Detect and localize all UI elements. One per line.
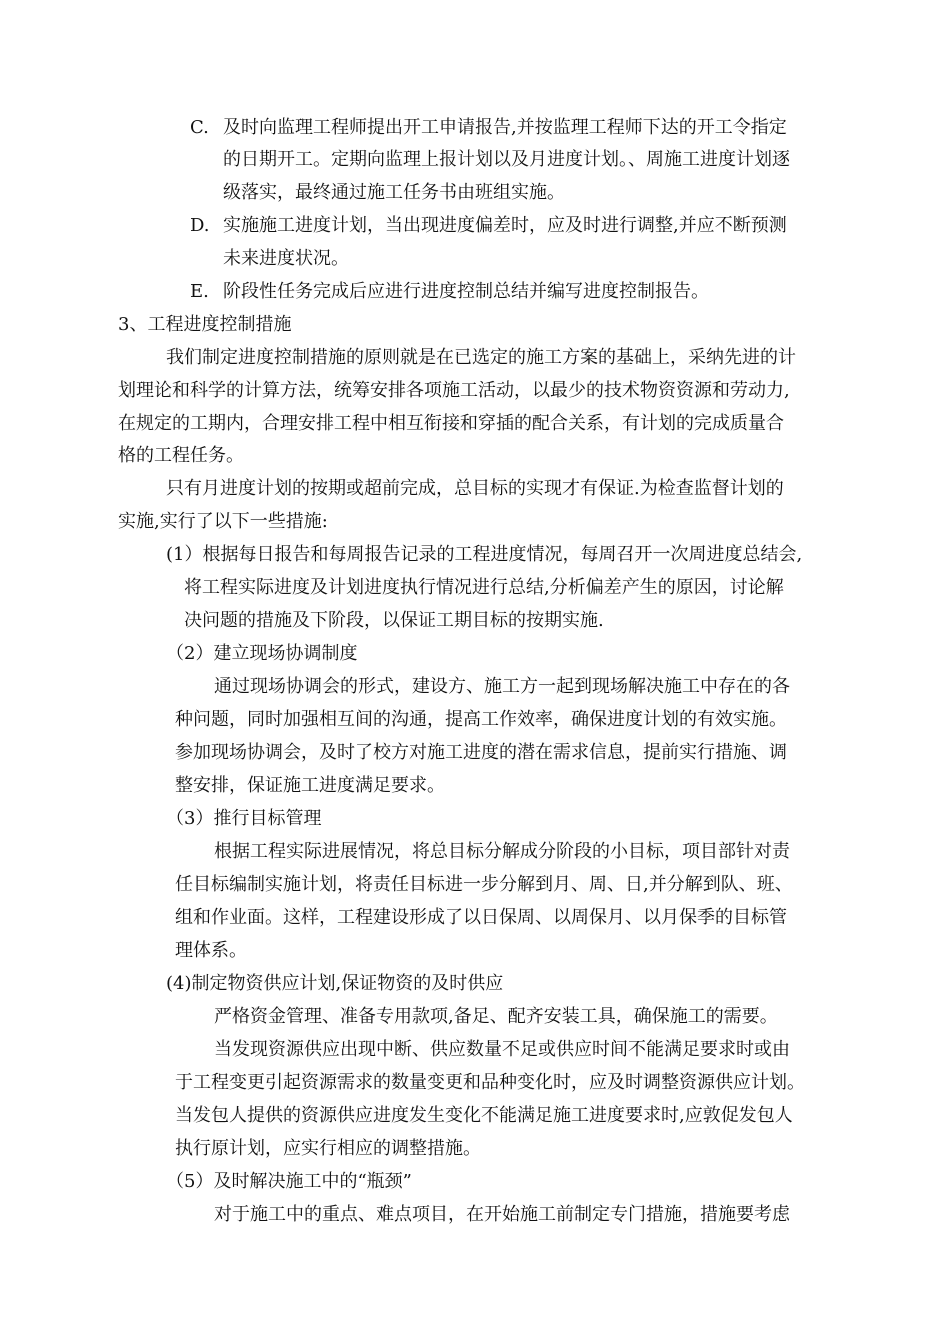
- para-1-line-1: 我们制定进度控制措施的原则就是在已选定的施工方案的基础上，采纳先进的计: [166, 347, 796, 368]
- measure-5-line-1: 对于施工中的重点、难点项目，在开始施工前制定专门措施，措施要考虑: [214, 1204, 790, 1225]
- measure-4-line-4: 当发包人提供的资源供应进度发生变化不能满足施工进度要求时,应敦促发包人: [175, 1105, 793, 1126]
- measure-4-line-3: 于工程变更引起资源需求的数量变更和品种变化时，应及时调整资源供应计划。: [175, 1072, 805, 1093]
- item-c-line-2: 的日期开工。定期向监理上报计划以及月进度计划。、周施工进度计划逐: [223, 149, 790, 170]
- para-1-line-4: 格的工程任务。: [118, 445, 244, 466]
- measure-4-line-2: 当发现资源供应出现中断、供应数量不足或供应时间不能满足要求时或由: [214, 1039, 790, 1060]
- measure-2-line-2: 种问题，同时加强相互间的沟通，提高工作效率，确保进度计划的有效实施。: [175, 709, 787, 730]
- measure-4-title: (4)制定物资供应计划,保证物资的及时供应: [166, 973, 504, 994]
- para-2-line-1: 只有月进度计划的按期或超前完成，总目标的实现才有保证.为检查监督计划的: [166, 478, 784, 499]
- para-1-line-2: 划理论和科学的计算方法，统筹安排各项施工活动，以最少的技术物资资源和劳动力,: [118, 380, 790, 401]
- measure-2-line-1: 通过现场协调会的形式，建设方、施工方一起到现场解决施工中存在的各: [214, 676, 790, 697]
- measure-3-line-1: 根据工程实际进展情况，将总目标分解成分阶段的小目标，项目部针对责: [214, 841, 790, 862]
- section-heading: 3、工程进度控制措施: [118, 314, 292, 335]
- measure-4-line-5: 执行原计划，应实行相应的调整措施。: [175, 1138, 481, 1159]
- item-e-line-1: 阶段性任务完成后应进行进度控制总结并编写进度控制报告。: [223, 281, 709, 302]
- measure-1-line-1: (1）根据每日报告和每周报告记录的工程进度情况，每周召开一次周进度总结会,: [166, 544, 803, 565]
- measure-5-title: （5）及时解决施工中的“瓶颈”: [166, 1171, 412, 1192]
- measure-1-line-3: 决问题的措施及下阶段，以保证工期目标的按期实施.: [184, 610, 604, 631]
- item-c-line-3: 级落实，最终通过施工任务书由班组实施。: [223, 182, 565, 203]
- item-c-line-1: 及时向监理工程师提出开工申请报告,并按监理工程师下达的开工令指定: [223, 117, 787, 138]
- measure-3-title: （3）推行目标管理: [166, 808, 322, 829]
- measure-2-title: （2）建立现场协调制度: [166, 643, 358, 664]
- measure-2-line-4: 整安排，保证施工进度满足要求。: [175, 775, 445, 796]
- measure-2-line-3: 参加现场协调会，及时了校方对施工进度的潜在需求信息，提前实行措施、调: [175, 742, 787, 763]
- item-e-marker: E.: [190, 281, 209, 302]
- measure-3-line-2: 任目标编制实施计划，将责任目标进一步分解到月、周、日,并分解到队、班、: [175, 874, 793, 895]
- measure-3-line-3: 组和作业面。这样，工程建设形成了以日保周、以周保月、以月保季的目标管: [175, 907, 787, 928]
- measure-4-line-1: 严格资金管理、准备专用款项,备足、配齐安装工具，确保施工的需要。: [214, 1006, 778, 1027]
- para-1-line-3: 在规定的工期内，合理安排工程中相互衔接和穿插的配合关系，有计划的完成质量合: [118, 413, 784, 434]
- item-d-marker: D.: [190, 215, 210, 236]
- para-2-line-2: 实施,实行了以下一些措施:: [118, 511, 328, 532]
- item-c-marker: C.: [190, 117, 209, 138]
- item-d-line-2: 未来进度状况。: [223, 248, 349, 269]
- item-d-line-1: 实施施工进度计划，当出现进度偏差时，应及时进行调整,并应不断预测: [223, 215, 787, 236]
- measure-3-line-4: 理体系。: [175, 940, 247, 961]
- measure-1-line-2: 将工程实际进度及计划进度执行情况进行总结,分析偏差产生的原因，讨论解: [184, 577, 784, 598]
